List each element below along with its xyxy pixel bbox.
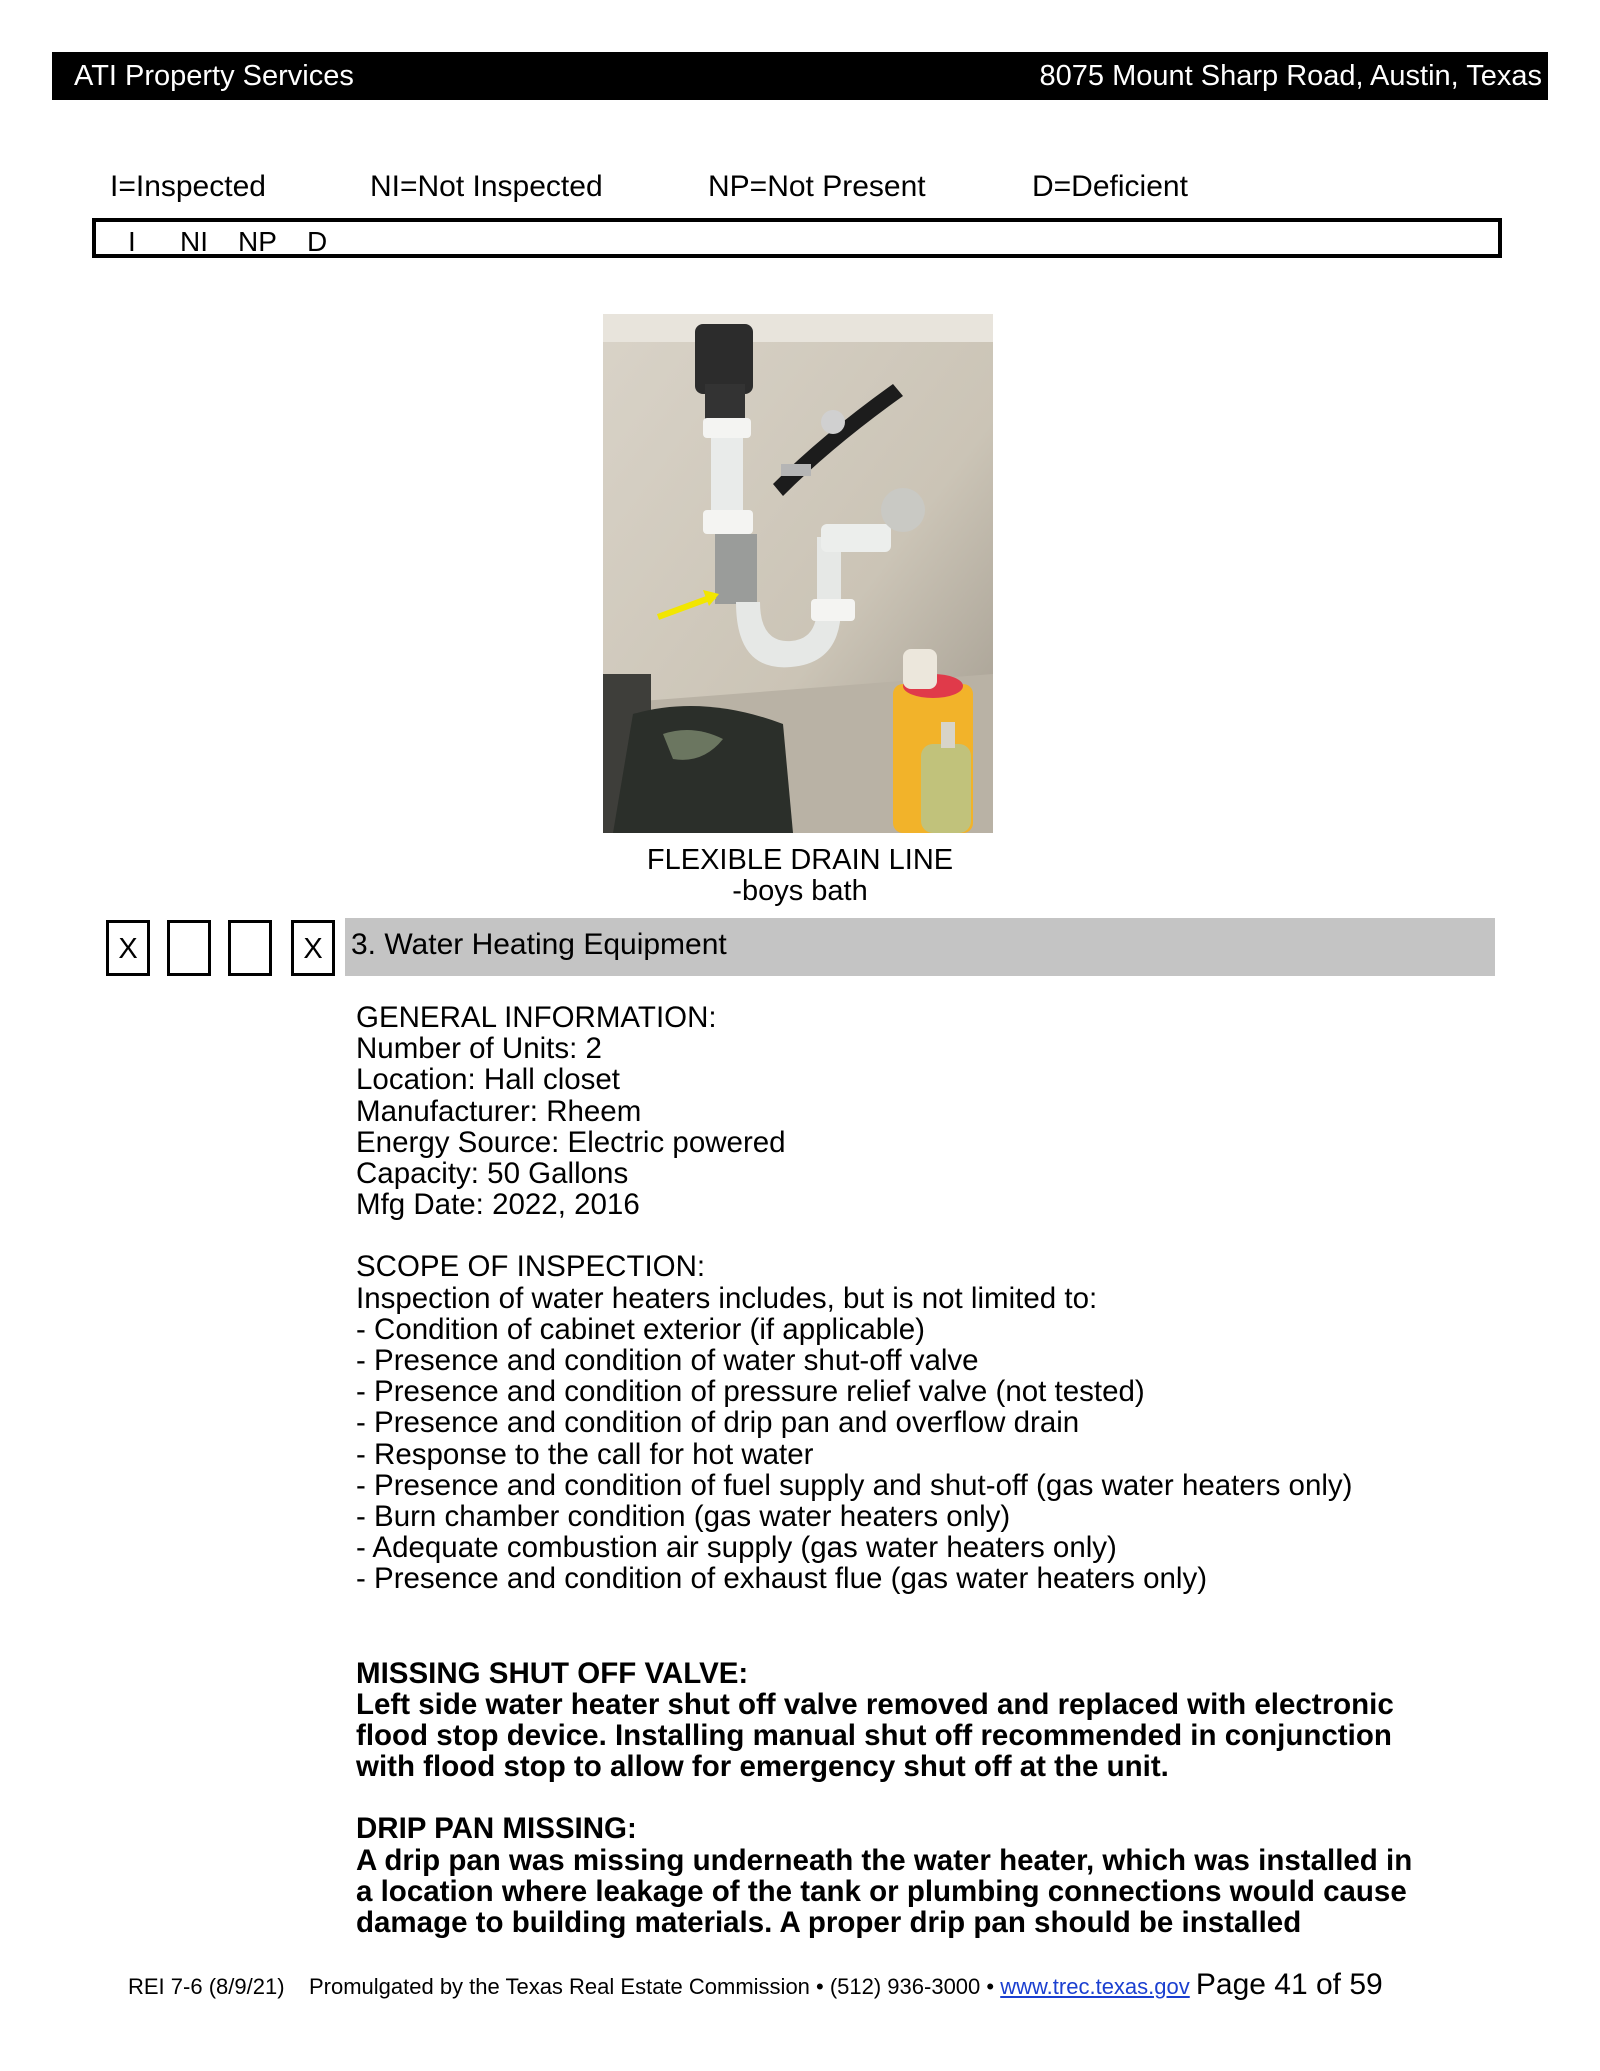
- photo-caption-title: FLEXIBLE DRAIN LINE: [646, 844, 954, 876]
- checkbox-not-inspected[interactable]: [167, 920, 211, 976]
- section-body: [356, 1002, 1506, 1938]
- scope-line: - Condition of cabinet exterior (if applicable): [356, 1312, 925, 1346]
- general-line: Mfg Date: 2022, 2016: [356, 1188, 640, 1222]
- page-footer: [128, 1968, 1383, 2002]
- scope-heading: SCOPE OF INSPECTION:: [356, 1250, 706, 1284]
- finding-line: A drip pan was missing underneath the water heater, which was installed in: [356, 1843, 1413, 1877]
- finding-line: damage to building materials. A proper drip pan should be installed: [356, 1906, 1302, 1940]
- column-head-np: NP: [238, 226, 277, 257]
- scope-line: - Presence and condition of fuel supply and shut-off (gas water heaters only): [356, 1468, 1353, 1502]
- general-line: Capacity: 50 Gallons: [356, 1157, 629, 1191]
- scope-line: - Adequate combustion air supply (gas water heaters only): [356, 1531, 1117, 1565]
- page-number: Page 41 of 59: [1195, 1968, 1383, 2001]
- form-number: REI 7-6 (8/9/21): [128, 1974, 285, 1999]
- general-line: Location: Hall closet: [356, 1063, 621, 1097]
- drain-line-photo: [603, 314, 993, 833]
- scope-line: Inspection of water heaters includes, but is not limited to:: [356, 1281, 1098, 1315]
- trec-link[interactable]: www.trec.texas.gov: [1000, 1974, 1190, 1999]
- scope-line: - Presence and condition of drip pan and overflow drain: [356, 1406, 1080, 1440]
- finding-line: flood stop device. Installing manual shut off recommended in conjunction: [356, 1719, 1392, 1753]
- section-title-bar: [345, 918, 1495, 976]
- legend-inspected: I=Inspected: [110, 170, 266, 203]
- promulgated-text: Promulgated by the Texas Real Estate Commission • (512) 936-3000 •: [308, 1974, 995, 1999]
- checkbox-not-present[interactable]: [228, 920, 272, 976]
- property-address: 8075 Mount Sharp Road, Austin, Texas: [1039, 60, 1542, 92]
- general-heading: GENERAL INFORMATION:: [356, 1001, 717, 1034]
- column-head-ni: NI: [180, 226, 208, 257]
- finding-line: a location where leakage of the tank or plumbing connections would cause: [356, 1874, 1407, 1908]
- checkbox-deficient[interactable]: X: [291, 920, 335, 976]
- finding-line: Left side water heater shut off valve removed and replaced with electronic: [356, 1687, 1394, 1721]
- column-head-i: I: [128, 226, 136, 257]
- finding-line: with flood stop to allow for emergency shut off at the unit.: [356, 1750, 1169, 1784]
- scope-line: - Presence and condition of exhaust flue (gas water heaters only): [356, 1562, 1208, 1596]
- column-head-d: D: [307, 226, 328, 257]
- photo-caption-subtitle: -boys bath: [732, 875, 868, 907]
- legend-not-present: NP=Not Present: [708, 170, 926, 203]
- company-name: ATI Property Services: [74, 60, 354, 92]
- general-line: Energy Source: Electric powered: [356, 1125, 786, 1159]
- general-line: Number of Units: 2: [356, 1032, 602, 1066]
- general-line: Manufacturer: Rheem: [356, 1094, 642, 1128]
- finding-title: MISSING SHUT OFF VALVE:: [356, 1656, 749, 1690]
- report-header: [52, 52, 1548, 100]
- finding-title: DRIP PAN MISSING:: [356, 1812, 637, 1846]
- legend-deficient: D=Deficient: [1032, 170, 1188, 203]
- section-title: 3. Water Heating Equipment: [351, 928, 727, 961]
- scope-line: - Presence and condition of pressure relief valve (not tested): [356, 1375, 1145, 1409]
- scope-line: - Response to the call for hot water: [356, 1437, 814, 1471]
- scope-line: - Burn chamber condition (gas water heaters only): [356, 1500, 1011, 1534]
- column-header-box: [92, 218, 1502, 258]
- inspection-photo: [603, 314, 993, 833]
- scope-line: - Presence and condition of water shut-off valve: [356, 1344, 979, 1378]
- checkbox-inspected[interactable]: X: [106, 920, 150, 976]
- legend-not-inspected: NI=Not Inspected: [370, 170, 603, 203]
